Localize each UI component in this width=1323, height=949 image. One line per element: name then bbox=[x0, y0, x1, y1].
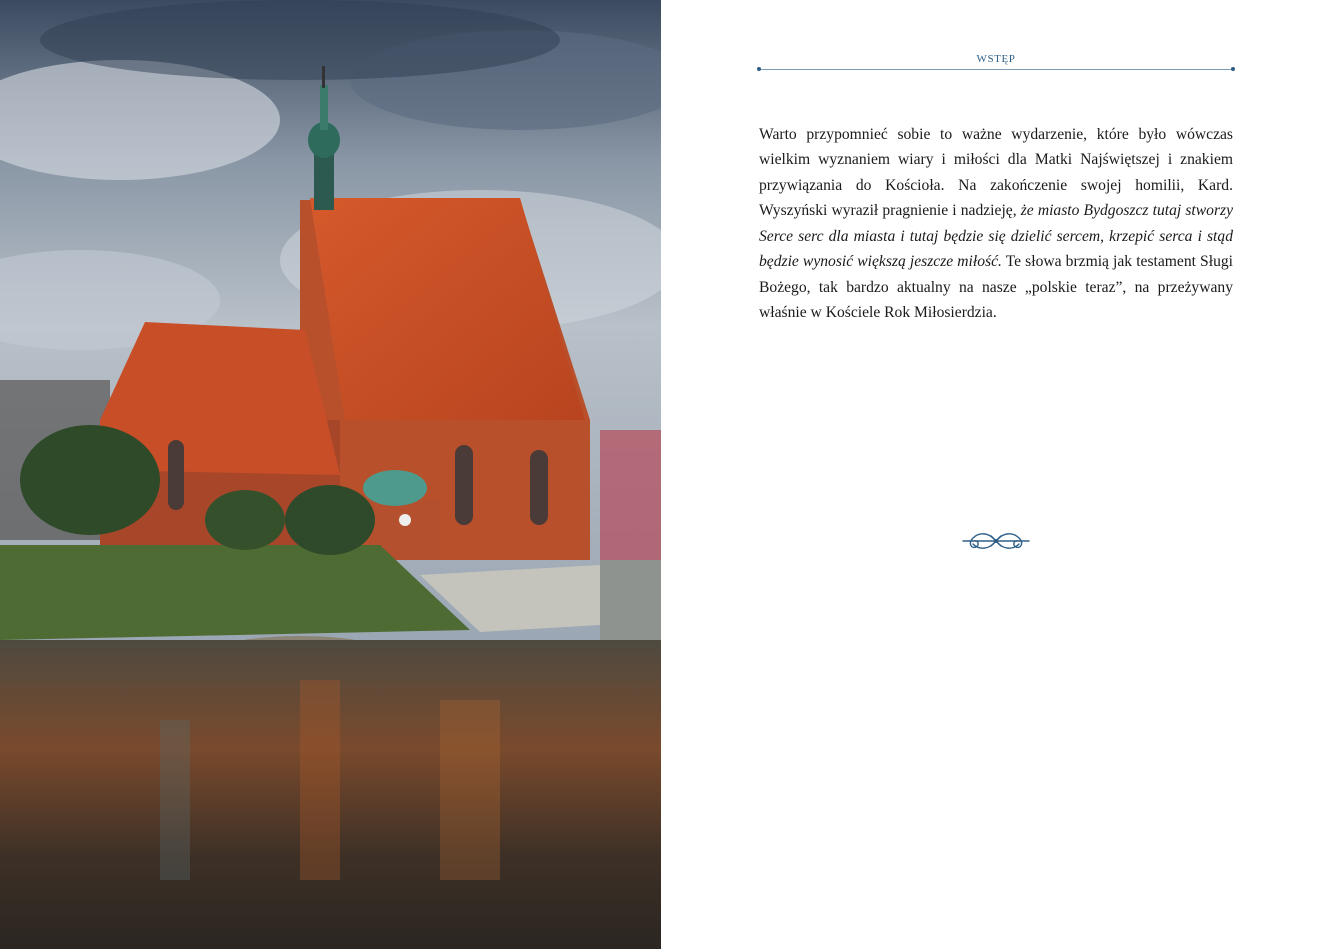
body-paragraph bbox=[759, 122, 1233, 326]
paragraph-text: Warto przypomnieć sobie to ważne wydarzenie, które było wówczas wielkim wyznaniem wiary i miłości dla Matki Najświętszej i znakiem przywiązania do Kościoła. Na zakończenie swojej homilii, Kard. Wyszyński wyraził pragnienie i nadzieję, bbox=[759, 125, 1233, 220]
running-head: WSTĘP bbox=[976, 53, 1016, 65]
paragraph-text-end: Te słowa brzmią jak testament Sługi Bożego, tak bardzo aktualny na nasze „polskie teraz”, na przeżywany właśnie w Kościele Rok Miłosierdzia. bbox=[759, 253, 1233, 322]
header-rule bbox=[759, 69, 1233, 70]
paragraph-quote: że miasto Bydgoszcz tutaj stworzy Serce serc dla miasta i tutaj będzie się dzielić sercem, krzepić serca i stąd będzie wynosić większą jeszcze miłość. bbox=[759, 202, 1233, 271]
text-page bbox=[661, 0, 1323, 949]
cathedral-photo bbox=[0, 0, 661, 949]
flourish-ornament-icon bbox=[961, 528, 1031, 554]
cathedral-photo-illustration bbox=[0, 0, 661, 949]
